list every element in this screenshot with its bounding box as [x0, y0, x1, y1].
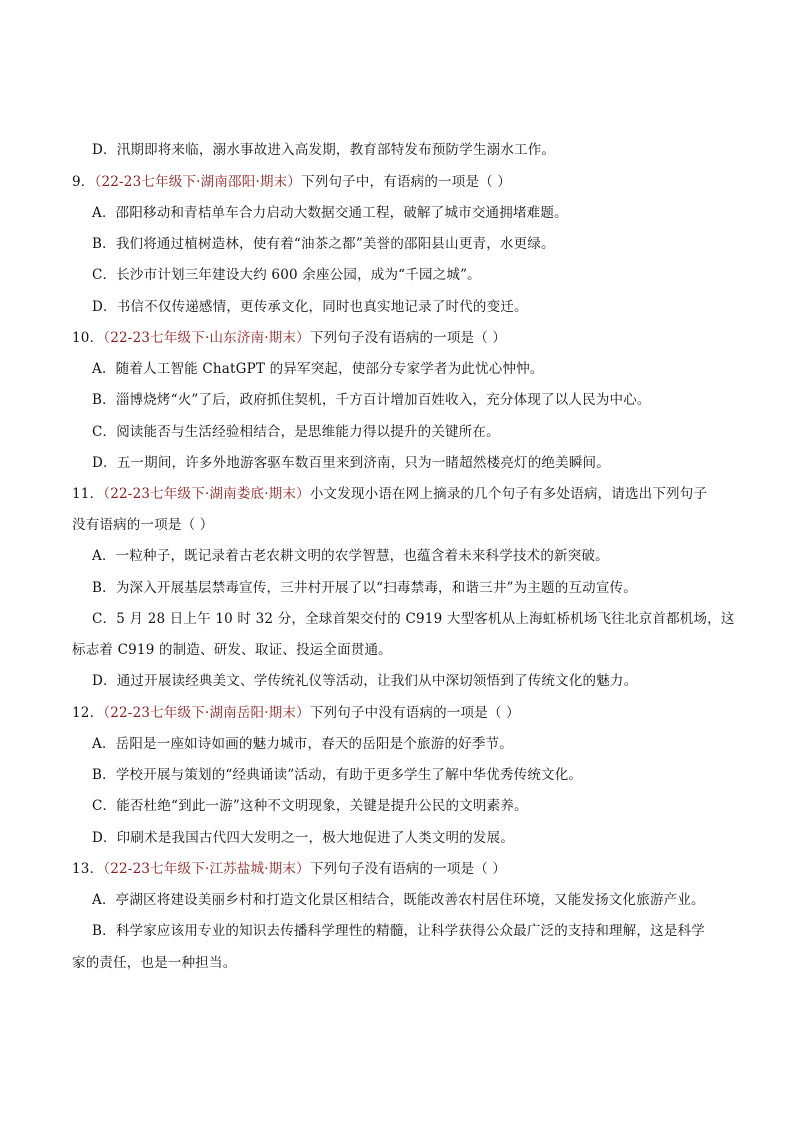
question-12-option-c: C．能否杜绝“到此一游”这种不文明现象，关键是提升公民的文明素养。 — [92, 798, 528, 814]
question-13-option-b-continued: 家的责任，也是一种担当。 — [72, 955, 237, 971]
question-number: 11． — [72, 486, 104, 502]
question-12-option-b: B．学校开展与策划的“经典诵读”活动，有助于更多学生了解中华优秀传统文化。 — [92, 767, 583, 783]
question-10-option-c: C．阅读能否与生活经验相结合，是思维能力得以提升的关键所在。 — [92, 424, 500, 440]
question-11-option-c: C．5 月 28 日上午 10 时 32 分，全球首架交付的 C919 大型客机从上海虹桥机场飞往北京首都机场，这 — [92, 611, 735, 627]
option-d-prev: D．汛期即将来临，溺水事故进入高发期，教育部特发布预防学生溺水工作。 — [92, 142, 556, 158]
question-9-option-d: D．书信不仅传递感情，更传承文化，同时也真实地记录了时代的变迁。 — [92, 299, 528, 315]
question-11-option-b: B．为深入开展基层禁毒宣传，三井村开展了以“扫毒禁毒，和谐三井”为主题的互动宣传。 — [92, 580, 637, 596]
question-10-option-a: A．随着人工智能 ChatGPT 的异军突起，使部分专家学者为此忧心忡忡。 — [92, 361, 544, 377]
question-9-option-b: B．我们将通过植树造林，使有着“油茶之都”美誉的邵阳县山更青，水更绿。 — [92, 236, 555, 252]
question-10-stem — [72, 328, 506, 348]
question-9-stem — [72, 172, 511, 192]
question-13-option-b: B．科学家应该用专业的知识去传播科学理性的精髓，让科学获得公众最广泛的支持和理解，这是科学 — [92, 923, 705, 939]
question-source: （22-23七年级下·湖南邵阳·期末） — [94, 174, 302, 190]
question-number: 12． — [72, 705, 104, 721]
question-text: 下列句子中，有语病的一项是（ ） — [301, 174, 512, 190]
question-11-option-c-continued: 标志着 C919 的制造、研发、取证、投运全面贯通。 — [72, 642, 392, 658]
question-11-stem-continued: 没有语病的一项是（ ） — [72, 517, 214, 533]
question-10-option-d: D．五一期间，许多外地游客驱车数百里来到济南，只为一睹超然楼亮灯的绝美瞬间。 — [92, 455, 610, 471]
question-number: 13． — [72, 861, 104, 877]
question-text: 下列句子没有语病的一项是（ ） — [309, 861, 507, 877]
question-12-option-d: D．印刷术是我国古代四大发明之一，极大地促进了人类文明的发展。 — [92, 830, 515, 846]
question-source: （22-23七年级下·山东济南·期末） — [103, 330, 310, 346]
question-number: 10． — [72, 330, 104, 346]
question-9-option-c: C．长沙市计划三年建设大约 600 余座公园，成为“千园之城”。 — [92, 267, 481, 283]
question-number: 9． — [72, 174, 95, 190]
question-12-stem — [72, 703, 520, 723]
question-11-stem — [72, 484, 707, 504]
question-text: 下列句子没有语病的一项是（ ） — [309, 330, 507, 346]
question-text: 下列句子中没有语病的一项是（ ） — [309, 705, 520, 721]
question-text: 小文发现小语在网上摘录的几个句子有多处语病，请选出下列句子 — [309, 486, 708, 502]
question-source: （22-23七年级下·湖南娄底·期末） — [103, 486, 310, 502]
question-12-option-a: A．岳阳是一座如诗如画的魅力城市，春天的岳阳是个旅游的好季节。 — [92, 736, 513, 752]
question-10-option-b: B．淄博烧烤“火”了后，政府抓住契机，千方百计增加百姓收入，充分体现了以人民为中心。 — [92, 392, 651, 408]
question-source: （22-23七年级下·湖南岳阳·期末） — [103, 705, 310, 721]
question-13-stem — [72, 859, 506, 879]
question-13-option-a: A．亭湖区将建设美丽乡村和打造文化景区相结合，既能改善农村居住环境，又能发扬文化旅游产业。 — [92, 892, 705, 908]
question-source: （22-23七年级下·江苏盐城·期末） — [103, 861, 310, 877]
question-11-option-a: A．一粒种子，既记录着古老农耕文明的农学智慧，也蕴含着未来科学技术的新突破。 — [92, 548, 609, 564]
question-9-option-a: A．邵阳移动和青桔单车合力启动大数据交通工程，破解了城市交通拥堵难题。 — [92, 205, 568, 221]
question-11-option-d: D．通过开展读经典美文、学传统礼仪等活动，让我们从中深切领悟到了传统文化的魅力。 — [92, 673, 638, 689]
